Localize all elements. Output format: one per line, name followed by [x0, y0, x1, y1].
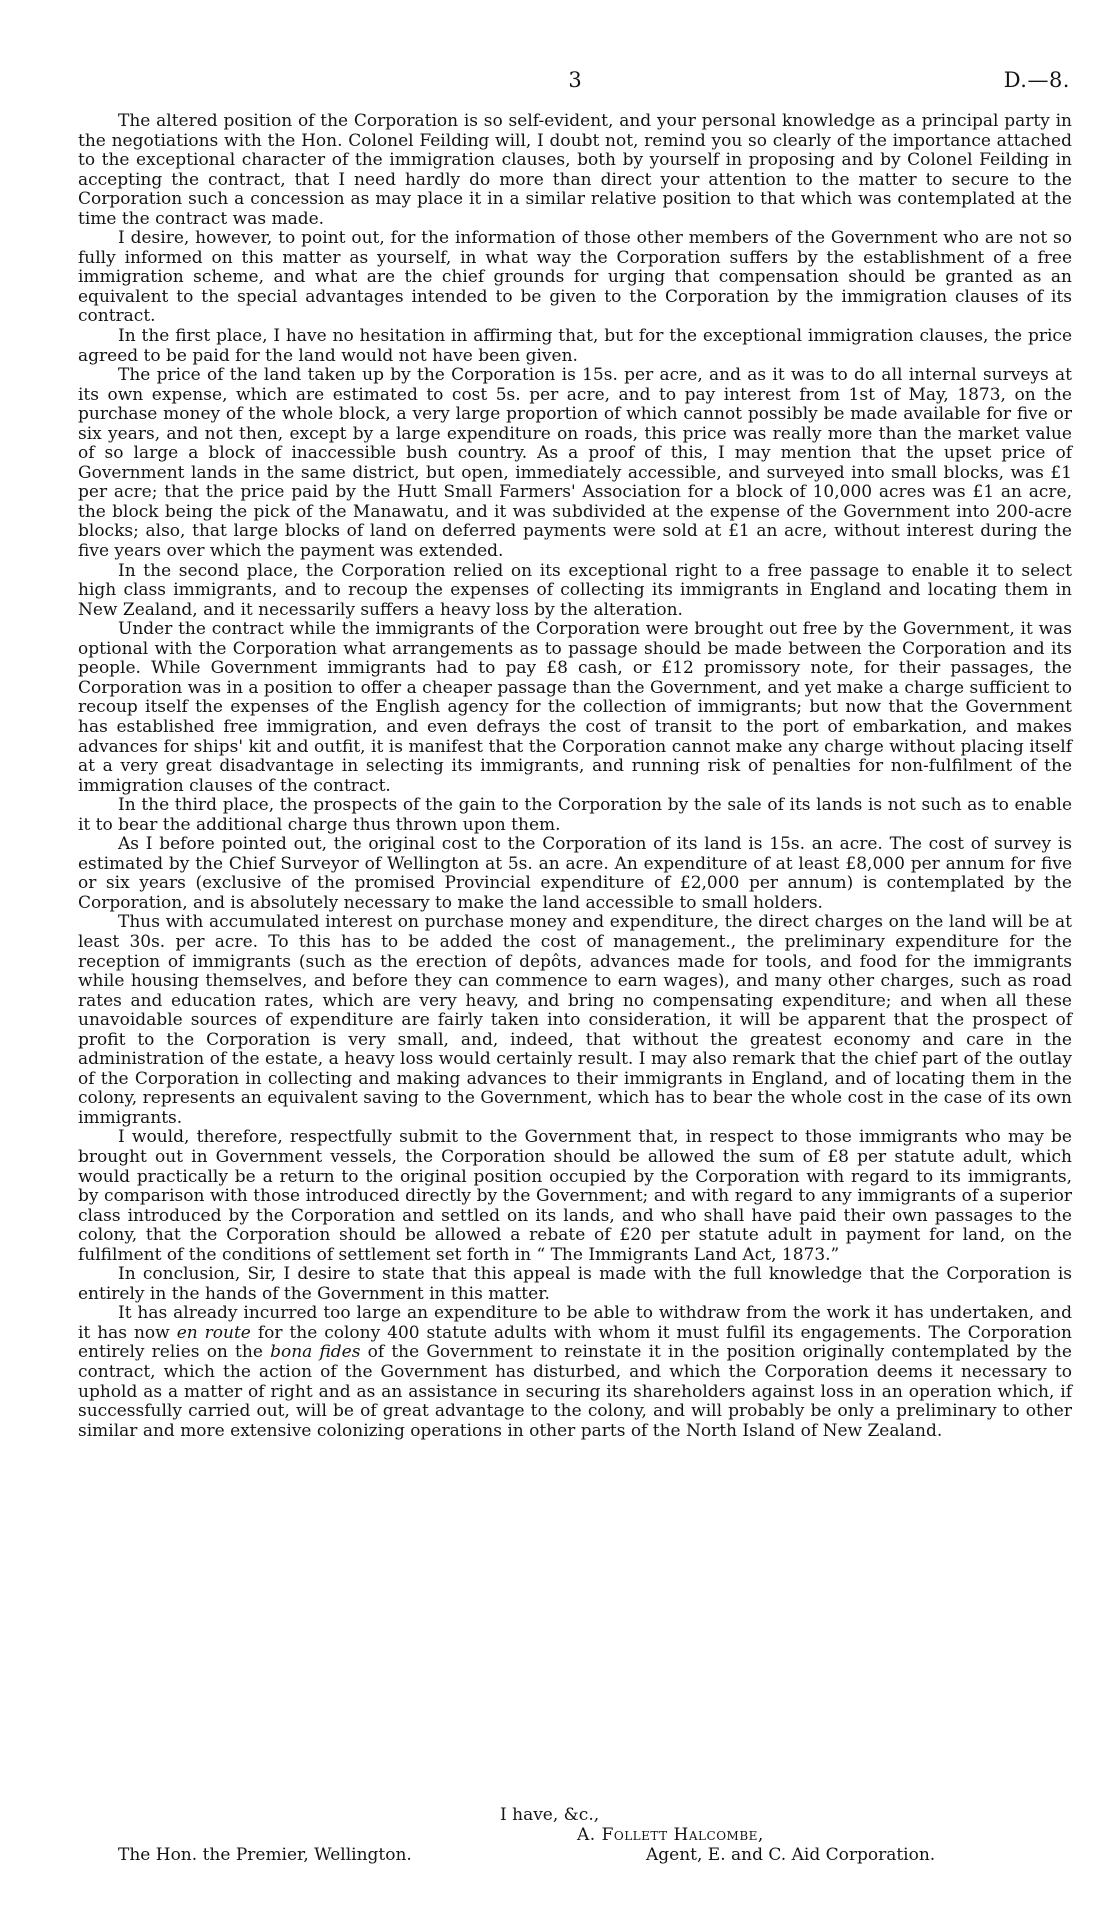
signatory-name: A. Follett Halcombe,	[577, 1825, 764, 1845]
paragraph: Under the contract while the immigrants of the Corporation were brought out free by the Government, it was optional with the Corporation what arrangements as to passage should be made between the Corporation and its people. While Government immigrants had to pay £8 cash, or £12 promissory note, for their passages, the Corporation was in a position to offer a cheaper passage than the Government, and yet make a charge sufficient to recoup itself the expenses of the English agency for the collection of immigrants; but now that the Government has established free immigration, and even defrays the cost of transit to the port of embarkation, and makes advances for ships' kit and outfit, it is manifest that the Corporation cannot make any charge without placing itself at a very great disadvantage in selecting its immigrants, and running risk of penalties for non-fulfilment of the immigration clauses of the contract.	[78, 619, 1072, 796]
text-run: of the Government to reinstate it in the position originally contemplated by the contract, which the action of the Government has disturbed, and which the Corporation deems it necessary to uphold as a matter of right and as an assistance in securing its shareholders against loss in an operation which, if successfully carried out, will be of great advantage to the colony, and will probably be only a preliminary to other similar and more extensive colonizing operations in other parts of the North Island of New Zealand.	[78, 1342, 1072, 1441]
signatory-title: Agent, E. and C. Aid Corporation.	[646, 1845, 936, 1865]
paragraph-final	[78, 1304, 1072, 1441]
paragraph: In the third place, the prospects of the gain to the Corporation by the sale of its lands is not such as to enable it to bear the additional charge thus thrown upon them.	[78, 795, 1072, 835]
paragraph: In the second place, the Corporation relied on its exceptional right to a free passage to enable it to select high class immigrants, and to recoup the expenses of collecting its immigrants in England and locating them in New Zealand, and it necessarily suffers a heavy loss by the alteration.	[78, 560, 1072, 620]
page-header	[80, 68, 1070, 102]
addressee: The Hon. the Premier, Wellington.	[118, 1845, 412, 1865]
letter-closing	[78, 1805, 1072, 1925]
paragraph: In conclusion, Sir, I desire to state that this appeal is made with the full knowledge that the Corporation is entirely in the hands of the Government in this matter.	[78, 1264, 1072, 1304]
text-run: It has already incurred too large an expenditure to be able to withdraw from the work it has undertaken, and it has now	[78, 1303, 1072, 1343]
letter-body	[78, 111, 1072, 1865]
italic-phrase: bona fides	[270, 1342, 361, 1363]
paragraph: In the first place, I have no hesitation in affirming that, but for the exceptional immigration clauses, the price agreed to be paid for the land would not have been given.	[78, 326, 1072, 366]
page-number: 3	[568, 68, 582, 92]
document-reference: D.—8.	[1003, 68, 1070, 92]
paragraph: I would, therefore, respectfully submit to the Government that, in respect to those immigrants who may be brought out in Government vessels, the Corporation should be allowed the sum of £8 per statute adult, which would practically be a return to the original position occupied by the Corporation with regard to its immigrants, by comparison with those introduced directly by the Government; and with regard to any immigrants of a superior class introduced by the Corporation and settled on its lands, and who shall have paid their own passages to the colony, that the Corporation should be allowed a rebate of £20 per statute adult in payment for land, on the fulfilment of the conditions of settlement set forth in “ The Immigrants Land Act, 1873.”	[78, 1127, 1072, 1265]
paragraph: As I before pointed out, the original cost to the Corporation of its land is 15s. an acre. The cost of survey is estimated by the Chief Surveyor of Wellington at 5s. an acre. An expenditure of at least £8,000 per annum for five or six years (exclusive of the promised Provincial expenditure of £2,000 per annum) is contemplated by the Corporation, and is absolutely necessary to make the land accessible to small holders.	[78, 834, 1072, 913]
paragraph: The price of the land taken up by the Corporation is 15s. per acre, and as it was to do all internal surveys at its own expense, which are estimated to cost 5s. per acre, and to pay interest from 1st of May, 1873, on the purchase money of the whole block, a very large proportion of which cannot possibly be made available for five or six years, and not then, except by a large expenditure on roads, this price was really more than the market value of so large a block of inaccessible bush country. As a proof of this, I may mention that the upset price of Government lands in the same district, but open, immediately accessible, and surveyed into small blocks, was £1 per acre; that the price paid by the Hutt Small Farmers' Association for a block of 10,000 acres was £1 an acre, the block being the pick of the Manawatu, and it was subdivided at the expense of the Government into 200-acre blocks; also, that large blocks of land on deferred payments were sold at £1 an acre, without interest during the five years over which the payment was extended.	[78, 365, 1072, 562]
paragraph: The altered position of the Corporation is so self-evident, and your personal knowledge as a principal party in the negotiations with the Hon. Colonel Feilding will, I doubt not, remind you so clearly of the importance attached to the exceptional character of the immigration clauses, both by yourself in proposing and by Colonel Feilding in accepting the contract, that I need hardly do more than direct your attention to the matter to secure to the Corporation such a concession as may place it in a similar relative position to that which was contemplated at the time the contract was made.	[78, 111, 1072, 229]
salutation: I have, &c.,	[500, 1805, 600, 1825]
paragraph: Thus with accumulated interest on purchase money and expenditure, the direct charges on the land will be at least 30s. per acre. To this has to be added the cost of management., the preliminary expenditure for the reception of immigrants (such as the erection of depôts, advances made for tools, and food for the immigrants while housing themselves, and before they can commence to earn wages), and many other charges, such as road rates and education rates, which are very heavy, and bring no compensating expenditure; and when all these unavoidable sources of expenditure are fairly taken into consideration, it will be apparent that the prospect of profit to the Corporation is very small, and, indeed, that without the greatest economy and care in the administration of the estate, a heavy loss would certainly result. I may also remark that the chief part of the outlay of the Corporation in collecting and making advances to their immigrants in England, and of locating them in the colony, represents an equivalent saving to the Government, which has to bear the whole cost in the case of its own immigrants.	[78, 912, 1072, 1128]
text-run: for the colony 400 statute adults with whom it must fulfil its engagements. The Corporation entirely relies on the	[78, 1322, 1072, 1363]
italic-phrase: en route	[176, 1322, 251, 1343]
paragraph: I desire, however, to point out, for the information of those other members of the Government who are not so fully informed on this matter as yourself, in what way the Corporation suffers by the establishment of a free immigration scheme, and what are the chief grounds for urging that compensation should be granted as an equivalent to the special advantages intended to be given to the Corporation by the immigration clauses of its contract.	[78, 228, 1072, 327]
